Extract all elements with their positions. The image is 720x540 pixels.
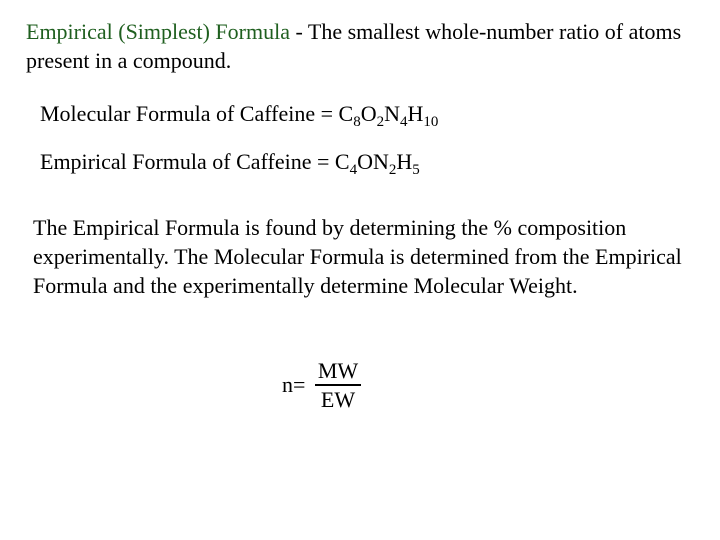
element-symbol: C xyxy=(338,101,354,126)
subscript: 2 xyxy=(388,162,397,178)
element-symbol: O xyxy=(360,101,377,126)
explanation-paragraph: The Empirical Formula is found by determining the % composition experimentally. The Molecular Formula is determined from the Empirical Formula and the experimentally determine Molecular Weight. xyxy=(33,215,682,298)
subscript: 4 xyxy=(400,114,408,130)
empirical-formula-term: Empirical (Simplest) Formula xyxy=(26,19,290,44)
fraction-numerator: MW xyxy=(317,358,359,383)
element-symbol: H xyxy=(396,149,413,174)
element-symbol: C xyxy=(334,149,350,174)
empirical-formula xyxy=(334,149,420,178)
fraction-denominator: EW xyxy=(320,387,356,412)
equation-lhs: n= xyxy=(282,372,306,397)
subscript: 4 xyxy=(349,162,358,178)
element-symbol: H xyxy=(407,101,424,126)
definition-text: - The smallest whole-number ratio of atoms present in a compound. xyxy=(26,19,682,73)
molecular-formula xyxy=(338,101,439,130)
empirical-formula-label: Empirical Formula of Caffeine = xyxy=(40,149,335,174)
subscript: 2 xyxy=(376,114,385,130)
subscript: 8 xyxy=(353,114,361,130)
molecular-formula-line xyxy=(40,100,438,128)
empirical-formula-line xyxy=(40,148,420,176)
molecular-formula-label: Molecular Formula of Caffeine = xyxy=(40,101,339,126)
subscript: 5 xyxy=(412,162,420,178)
element-symbol: N xyxy=(384,101,400,126)
subscript: 10 xyxy=(423,114,439,130)
fraction xyxy=(315,358,361,414)
definition-paragraph xyxy=(26,17,706,75)
element-symbol: ON xyxy=(357,149,389,174)
